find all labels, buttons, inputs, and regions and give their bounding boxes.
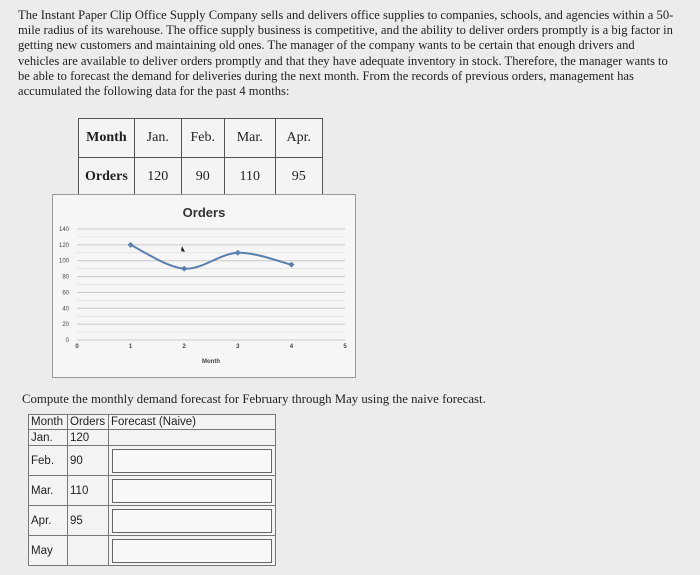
mouse-cursor-icon [181, 246, 185, 252]
forecast-input-mar[interactable] [112, 479, 272, 503]
forecast-row-feb [29, 446, 276, 476]
question-text: Compute the monthly demand forecast for February through May using the naive forecast. [22, 392, 486, 406]
x-tick-label: 1 [128, 344, 133, 350]
chart-y-ticks [59, 227, 70, 344]
forecast-header-month: Month [29, 415, 68, 430]
orders-table-values-row [79, 158, 323, 197]
forecast-cell-mar [109, 476, 276, 506]
orders-chart [52, 194, 356, 378]
forecast-input-feb[interactable] [112, 449, 272, 473]
orders-header-feb: Feb. [181, 119, 224, 158]
forecast-input-may[interactable] [112, 539, 272, 563]
x-tick-label: 2 [182, 344, 186, 350]
orders-header-mar: Mar. [224, 119, 275, 158]
forecast-header-naive: Forecast (Naive) [109, 415, 276, 430]
forecast-table [28, 414, 276, 566]
forecast-month-mar: Mar. [29, 476, 68, 506]
chart-grid [77, 229, 345, 340]
y-tick-label: 20 [62, 322, 69, 329]
forecast-cell-apr [109, 506, 276, 536]
orders-value-apr: 95 [275, 158, 322, 197]
forecast-row-may [29, 536, 276, 566]
chart-x-ticks [75, 344, 347, 350]
orders-header-month: Month [79, 119, 135, 158]
data-point [288, 262, 294, 268]
forecast-cell-jan [109, 430, 276, 446]
x-tick-label: 3 [236, 344, 240, 350]
forecast-orders-may [68, 536, 109, 566]
forecast-month-may: May [29, 536, 68, 566]
chart-series-line [131, 245, 292, 269]
y-tick-label: 100 [58, 258, 69, 265]
forecast-input-apr[interactable] [112, 509, 272, 533]
orders-value-jan: 120 [134, 158, 181, 197]
y-tick-label: 40 [62, 306, 69, 313]
forecast-row-mar [29, 476, 276, 506]
y-tick-label: 60 [62, 290, 69, 297]
y-tick-label: 120 [58, 242, 69, 249]
forecast-cell-feb [109, 446, 276, 476]
forecast-orders-jan: 120 [68, 430, 109, 446]
chart-x-axis-label: Month [202, 359, 220, 365]
x-tick-label: 0 [75, 344, 79, 350]
data-point [235, 250, 241, 256]
forecast-orders-apr: 95 [68, 506, 109, 536]
forecast-orders-feb: 90 [68, 446, 109, 476]
chart-title: Orders [182, 205, 226, 220]
forecast-row-apr [29, 506, 276, 536]
orders-value-feb: 90 [181, 158, 224, 197]
y-tick-label: 0 [65, 338, 69, 344]
forecast-cell-may [109, 536, 276, 566]
x-tick-label: 5 [343, 344, 347, 350]
forecast-row-jan [29, 430, 276, 446]
forecast-header-row [29, 415, 276, 430]
forecast-month-apr: Apr. [29, 506, 68, 536]
data-point [181, 266, 187, 272]
y-tick-label: 140 [58, 227, 69, 233]
orders-value-mar: 110 [224, 158, 275, 197]
orders-row-label: Orders [79, 158, 135, 197]
orders-table [78, 118, 323, 197]
forecast-orders-mar: 110 [68, 476, 109, 506]
forecast-month-feb: Feb. [29, 446, 68, 476]
orders-header-jan: Jan. [134, 119, 181, 158]
forecast-header-orders: Orders [68, 415, 109, 430]
forecast-month-jan: Jan. [29, 430, 68, 446]
problem-statement: The Instant Paper Clip Office Supply Company sells and delivers office supplies to companies, schools, and agencies within a 50-mile radius of its warehouse. The office supply business is competitive, and the ability to deliver orders promptly is a big factor in getting new customers and maintaining old ones. The manager of the company wants to be certain that enough drivers and vehicles are available to deliver orders promptly and that they have adequate inventory in stock. Therefore, the manager wants to be able to forecast the demand for deliveries during the next month. From the records of previous orders, management has accumulated the following data for the past 4 months: [18, 8, 674, 99]
x-tick-label: 4 [289, 344, 294, 350]
orders-table-header-row [79, 119, 323, 158]
orders-chart-svg [53, 195, 355, 377]
orders-header-apr: Apr. [275, 119, 322, 158]
y-tick-label: 80 [62, 274, 69, 281]
